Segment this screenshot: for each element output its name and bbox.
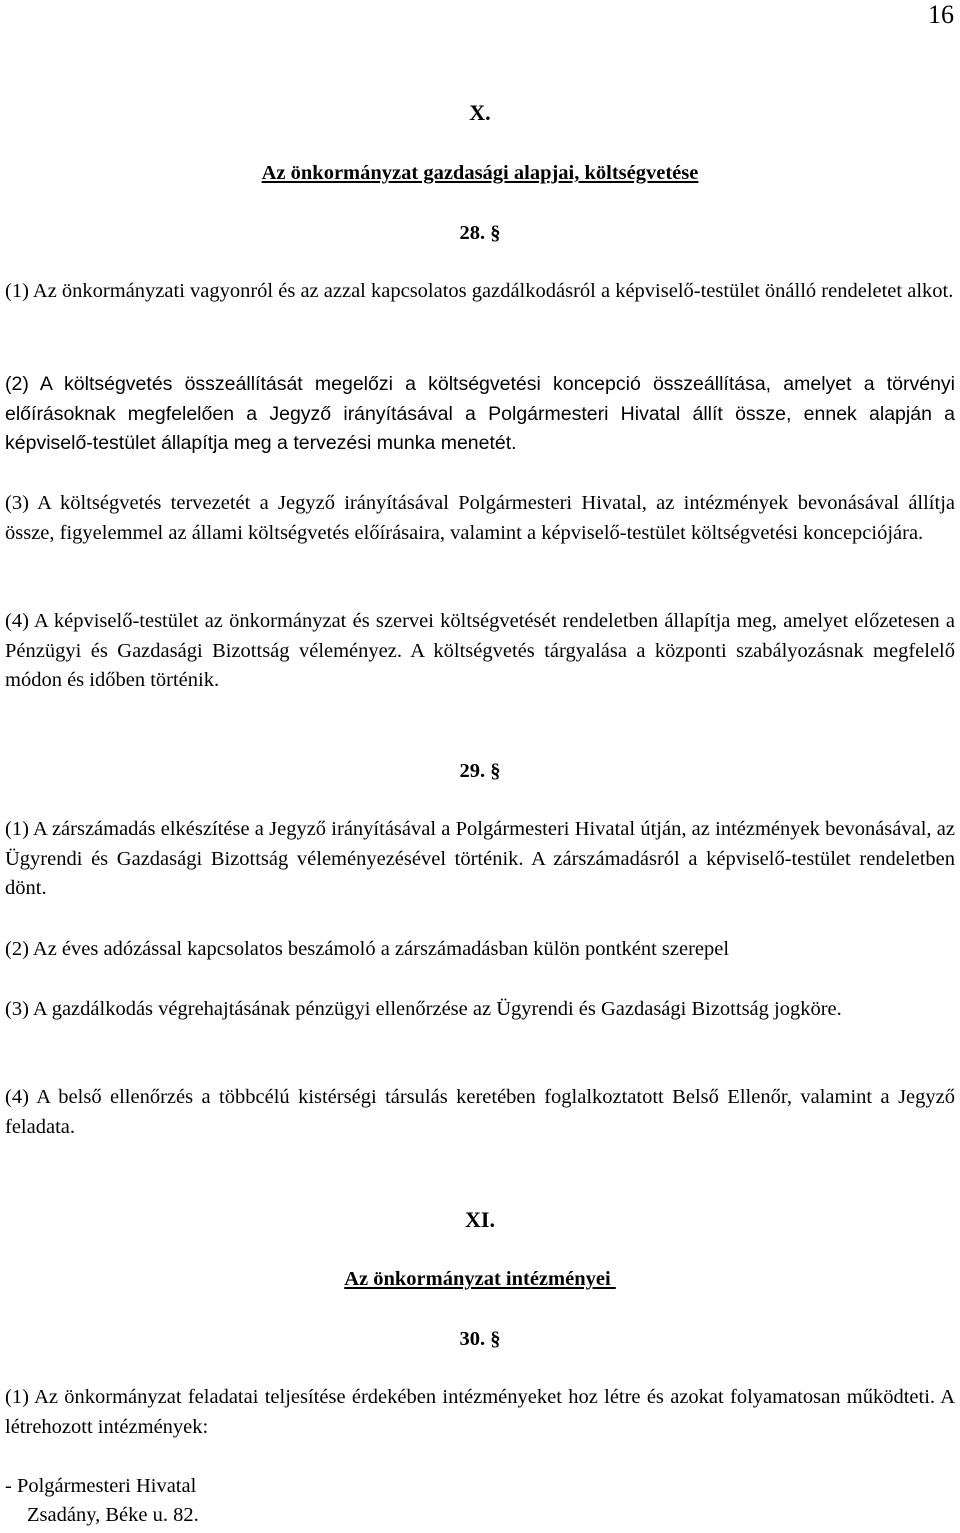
- section-29-paragraph-2: (2) Az éves adózással kapcsolatos beszámoló a zárszámadásban külön pontként szerepel: [5, 938, 730, 960]
- chapter-xi-title: Az önkormányzat intézményei: [344, 1268, 616, 1290]
- section-29-heading: 29. §: [459, 760, 501, 782]
- section-29-paragraph-4: (4) A belső ellenőrzés a többcélú kistérségi társulás keretében foglalkoztatott Belső Ellenőr, valamint a Jegyző feladata.: [5, 1086, 955, 1138]
- section-28-heading: 28. §: [459, 222, 501, 244]
- section-30-paragraph-1: (1) Az önkormányzat feladatai teljesítése érdekében intézményeket hoz létre és azokat folyamatosan működteti. A létrehozott intézmények:: [5, 1386, 955, 1438]
- chapter-x-title: Az önkormányzat gazdasági alapjai, költségvetése: [261, 162, 699, 184]
- institution-address: Zsadány, Béke u. 82.: [27, 1504, 199, 1526]
- section-28-paragraph-1: (1) Az önkormányzati vagyonról és az azzal kapcsolatos gazdálkodásról a képviselő-testület önálló rendeletet alkot.: [5, 280, 954, 302]
- chapter-xi-title-wrap: [0, 1265, 960, 1295]
- institution-list-item: - Polgármesteri Hivatal: [5, 1475, 197, 1497]
- chapter-xi-number: XI.: [465, 1207, 495, 1232]
- section-28-paragraph-4: (4) A képviselő-testület az önkormányzat és szervei költségvetését rendeletben állapítja meg, amelyet előzetesen a Pénzügyi és Gazdasági Bizottság véleményez. A költségvetés tárgyalása a központi szabályozásnak megfelelő módon és időben történik.: [5, 610, 955, 691]
- chapter-x-number: X.: [469, 100, 491, 125]
- chapter-x-title-wrap: [0, 159, 960, 189]
- section-30-heading: 30. §: [459, 1328, 501, 1350]
- section-29-paragraph-3: (3) A gazdálkodás végrehajtásának pénzügyi ellenőrzése az Ügyrendi és Gazdasági Bizottság jogköre.: [5, 998, 842, 1020]
- page-number: 16: [928, 0, 954, 29]
- section-28-paragraph-3: (3) A költségvetés tervezetét a Jegyző irányításával Polgármesteri Hivatal, az intézmények bevonásával állítja össze, figyelemmel az állami költségvetés előírásaira, valamint a képviselő-testület költségvetési koncepciójára.: [5, 492, 955, 544]
- section-28-paragraph-2: (2) A költségvetés összeállítását megelőzi a költségvetési koncepció összeállítása, amelyet a törvényi előírásoknak megfelelően a Jegyző irányításával a Polgármesteri Hivatal állít össze, ennek alapján a képviselő-testület állapítja meg a tervezési munka menetét.: [5, 373, 955, 454]
- section-29-paragraph-1: (1) A zárszámadás elkészítése a Jegyző irányításával a Polgármesteri Hivatal útján, az intézmények bevonásával, az Ügyrendi és Gazdasági Bizottság véleményezésével történik. A zárszámadásról a képviselő-testület rendeletben dönt.: [5, 818, 955, 899]
